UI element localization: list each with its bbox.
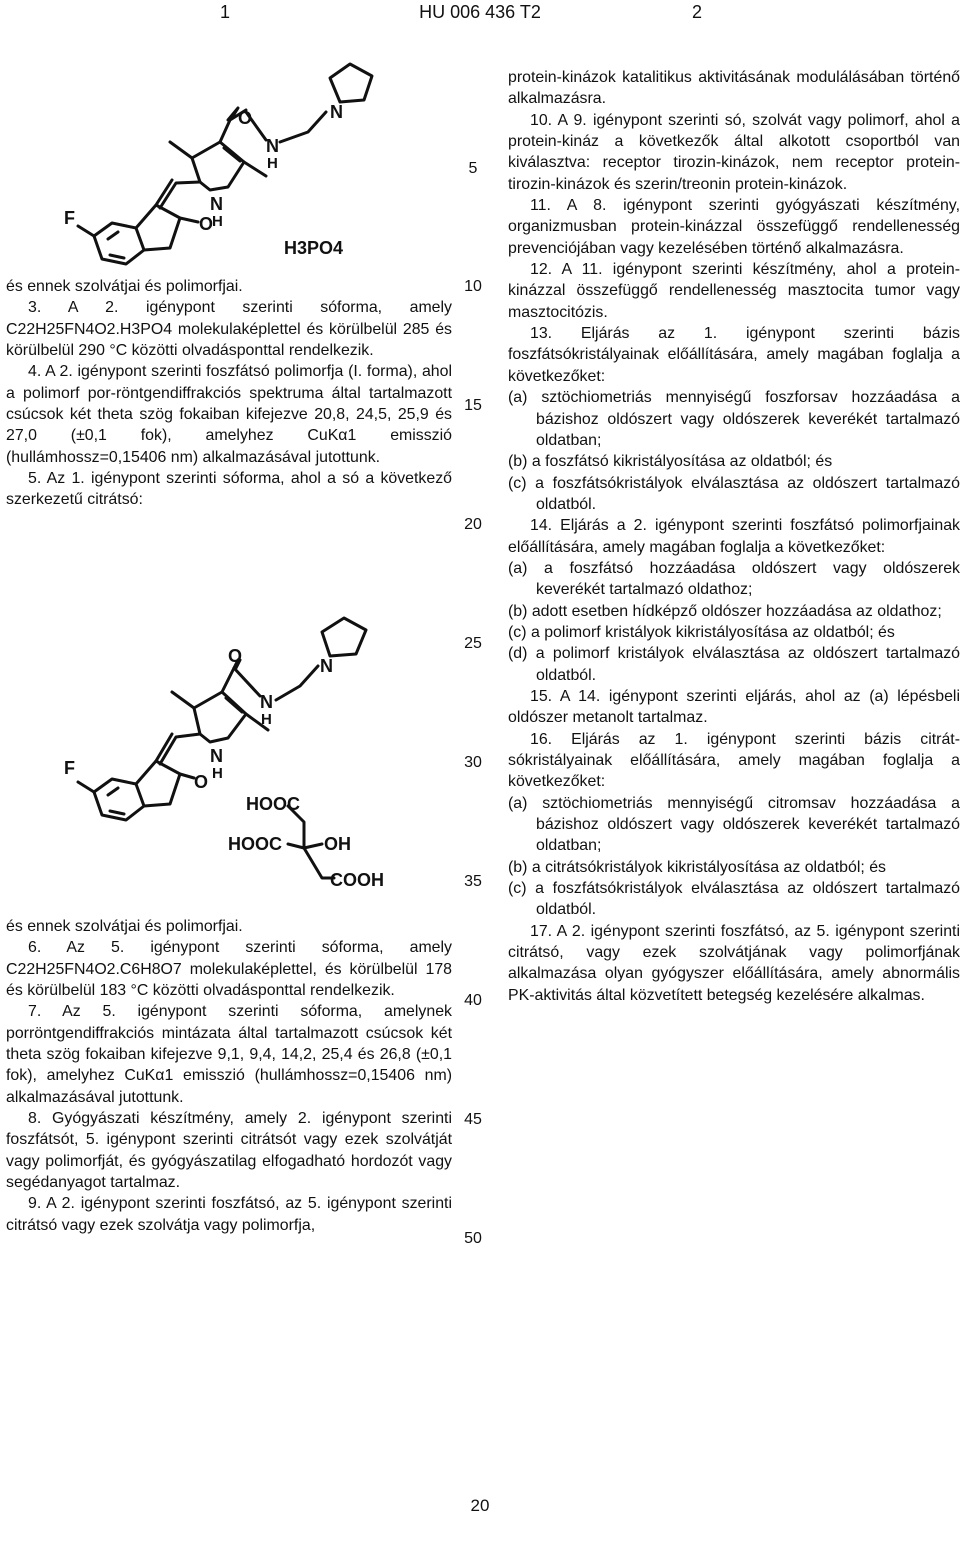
svg-text:O: O <box>228 646 243 666</box>
citrate-oh: OH <box>324 834 351 854</box>
line-number: 15 <box>464 397 482 414</box>
line-number: 50 <box>464 1230 482 1247</box>
claim-13-step-b: (b) a foszfátsó kikristályosítása az oldatból; és <box>508 453 833 471</box>
svg-text:H: H <box>212 213 223 230</box>
claim-14: 14. Eljárás a 2. igénypont szerinti foszfátsó polimorfjainak előállítására, amely magában foglalja a következőket: <box>508 517 960 556</box>
line-number: 5 <box>468 160 478 177</box>
carbonyl-o-label: O <box>199 214 214 234</box>
claim-10: 10. A 9. igénypont szerinti só, szolvát vagy polimorf, ahol a protein-kináz a következők által alkotott csoportból van kiválasztva: receptor tirozin-kinázok, nem receptor protein-tirozin-kinázok és szerin/treonin protein-kinázok. <box>508 111 960 193</box>
claim-6: 6. Az 5. igénypont szerinti sóforma, amely C22H25FN4O2.C6H8O7 molekulaképlettel, és körülbelül 178 és körülbelül 183 °C közötti olvadásponttal rendelkezik. <box>6 939 452 1000</box>
page-header <box>0 0 960 40</box>
line-number: 40 <box>464 992 482 1009</box>
amide-o-label: O <box>238 108 253 128</box>
phosphoric-acid-label: H3PO4 <box>284 238 344 258</box>
claim-13: 13. Eljárás az 1. igénypont szerinti bázis foszfátsókristályainak előállítására, amely magában foglalja a következőket: <box>508 325 960 385</box>
line-number: 20 <box>464 516 482 533</box>
claim-14-step-d: (d) a polimorf kristályok elválasztása az oldószert tartalmazó oldatból. <box>508 645 960 684</box>
claim-16: 16. Eljárás az 1. igénypont szerinti bázis citrát-sókristályainak előállítására, amely magában foglalja a következőket: <box>508 730 960 791</box>
claim-9: 9. A 2. igénypont szerinti foszfátsó, az 5. igénypont szerinti citrátsó vagy ezek szolvátja vagy polimorfja, <box>6 1195 452 1234</box>
line-number: 25 <box>464 635 482 652</box>
left-column-lower <box>6 916 452 1236</box>
claim-16-step-c: (c) a foszfátsókristályok elválasztása az oldószert tartalmazó oldatból. <box>508 880 960 919</box>
claim-13-step-a: (a) sztöchiometriás mennyiségű foszforsav hozzáadása a bázishoz oldószert vagy oldószerek keverékét tartalmazó oldatban; <box>508 389 960 449</box>
claim-16-step-b: (b) a citrátsókristályok kikristályosítása az oldatból; és <box>508 858 886 876</box>
claim-5: 5. Az 1. igénypont szerinti sóforma, ahol a só a következő szerkezetű citrátsó: <box>6 470 452 509</box>
right-column <box>508 67 960 1006</box>
claim-14-step-c: (c) a polimorf kristályok kikristályosítása az oldatból; és <box>508 623 895 641</box>
claim-14-step-a: (a) a foszfátsó hozzáadása oldószert vagy oldószerek keverékét tartalmazó oldathoz; <box>508 559 960 599</box>
svg-text:F: F <box>64 758 75 778</box>
pyrrole-ring <box>192 142 244 190</box>
svg-text:N: N <box>210 746 223 766</box>
citrate-cooh-1: HOOC <box>246 794 300 814</box>
svg-text:O: O <box>194 772 209 792</box>
pyrrolidine-n-label: N <box>330 102 343 122</box>
ethyl-linker <box>280 112 326 142</box>
line-number: 10 <box>464 278 482 295</box>
svg-text:H: H <box>267 155 278 172</box>
line-number: 30 <box>464 754 482 771</box>
line-number: 45 <box>464 1111 482 1128</box>
svg-text:N: N <box>320 656 333 676</box>
svg-text:N: N <box>260 692 273 712</box>
left-column <box>6 276 452 511</box>
claim-3: 3. A 2. igénypont szerinti sóforma, amely C22H25FN4O2.H3PO4 molekulaképlettel és körülbelül 285 és körülbelül 290 °C közötti olvadásponttal rendelkezik. <box>6 299 452 360</box>
pyrrolidine-ring <box>330 64 372 102</box>
phosphate-salt-structure <box>60 60 380 275</box>
paragraph: és ennek szolvátjai és polimorfjai. <box>6 278 243 295</box>
methine-bridge <box>156 180 200 208</box>
lactam-n-label: N <box>210 194 223 214</box>
fluorine-label: F <box>64 208 75 228</box>
svg-text:H: H <box>261 711 272 728</box>
page-footer-number: 20 <box>470 1496 490 1515</box>
claim-7: 7. Az 5. igénypont szerinti sóforma, amelynek porröntgendiffrakciós mintázata által tartalmazott csúcsok két theta szög fokaiban kifejezve 9,1, 9,4, 14,2, 25,4 és 26,8 (±0,1 fok), amelyhez CuKα1 emisszió (hullámhossz=0,15406 nm) alkalmazásával jutottunk. <box>6 1003 452 1106</box>
header-left-page-number: 1 <box>220 2 231 22</box>
paragraph: és ennek szolvátjai és polimorfjai. <box>6 918 243 935</box>
svg-text:H: H <box>212 765 223 782</box>
line-number: 35 <box>464 873 482 890</box>
f-bond <box>78 226 94 236</box>
amide-n-label: N <box>266 136 279 156</box>
paragraph: protein-kinázok katalitikus aktivitásának modulálásában történő alkalmazásra. <box>508 69 960 108</box>
header-patent-number: HU 006 436 T2 <box>419 2 541 22</box>
citrate-cooh-3: COOH <box>330 870 384 890</box>
claim-14-step-b: (b) adott esetben hídképző oldószer hozzáadása az oldathoz; <box>508 602 942 620</box>
claim-12: 12. A 11. igénypont szerinti készítmény, ahol a protein-kinázzal összefüggő rendellenesség masztocita tumor vagy masztocitózis. <box>508 261 960 321</box>
claim-4: 4. A 2. igénypont szerinti foszfátsó polimorfja (I. forma), ahol a polimorf por-röntgendiffrakciós spektruma által tartalmazott csúcsok két theta szög fokaiban kifejezve 20,8, 24,5, 25,9 és 27,0 (±0,1 fok), amelyhez CuKα1 emisszió (hullámhossz=0,15406 nm) alkalmazásával jutottunk. <box>6 363 452 466</box>
claim-15: 15. A 14. igénypont szerinti eljárás, ahol az (a) lépésbeli oldószer metanolt tartalmaz. <box>508 687 960 727</box>
citrate-salt-structure <box>60 616 390 896</box>
claim-11: 11. A 8. igénypont szerinti gyógyászati készítmény, organizmusban protein-kinázzal összefüggő rendellenesség prevenciójában vagy kezelésében történő alkalmazásra. <box>508 197 960 257</box>
header-right-page-number: 2 <box>692 2 703 22</box>
citrate-cooh-2: HOOC <box>228 834 282 854</box>
claim-13-step-c: (c) a foszfátsókristályok elválasztása az oldószert tartalmazó oldatból. <box>508 474 960 513</box>
claim-8: 8. Gyógyászati készítmény, amely 2. igénypont szerinti foszfátsót, 5. igénypont szerinti citrátsót vagy ezek szolvátját vagy polimorfját, és gyógyászatilag elfogadható hordozót vagy segédanyagot tartalmaz. <box>6 1110 452 1192</box>
claim-17: 17. A 2. igénypont szerinti foszfátsó, az 5. igénypont szerinti citrátsó, vagy ezek szolvátjának vagy polimorfjának alkalmazása olyan gyógyszer előállítására, amely abnormális PK-aktivitás által közvetített betegség kezelésére alkalmas. <box>508 922 960 1004</box>
claim-16-step-a: (a) sztöchiometriás mennyiségű citromsav hozzáadása a bázishoz oldószert vagy oldószerek keverékét tartalmazó oldatban; <box>508 794 960 855</box>
